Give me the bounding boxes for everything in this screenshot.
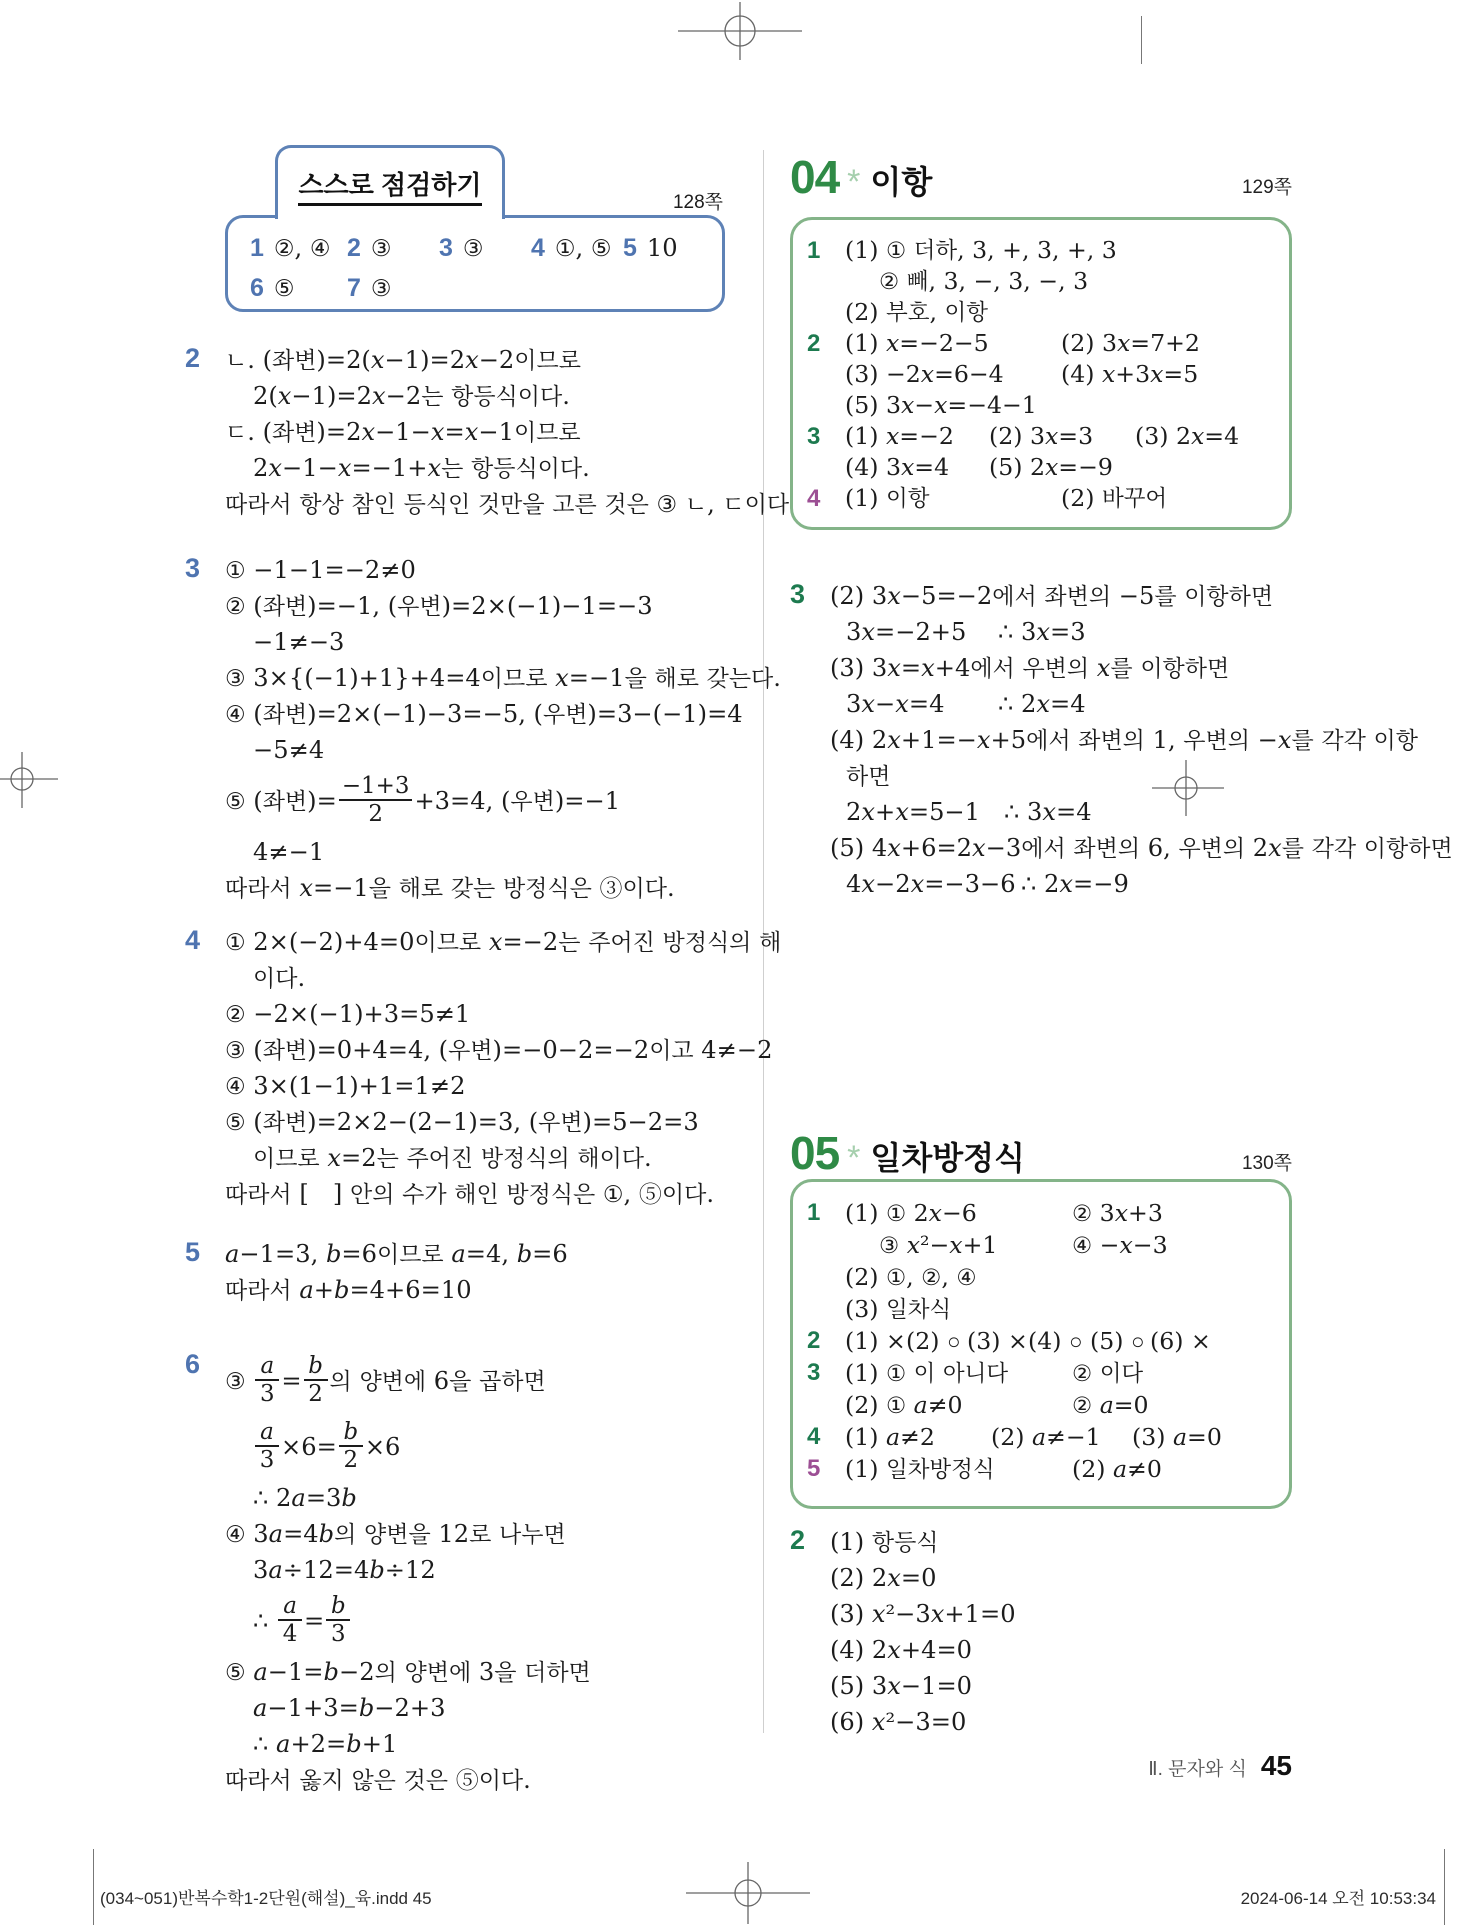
solution-text: 2(x−1)=2x−2는 항등식이다. bbox=[253, 382, 570, 410]
solution-lines bbox=[225, 342, 790, 522]
solution-text: (3) 2x=4 bbox=[1135, 422, 1240, 450]
solution-text: ③ 3×{(−1)+1}+4=4이므로 x=−1을 해로 갖는다. bbox=[225, 664, 781, 692]
solution-text: (1) ① 2x−6 bbox=[845, 1199, 977, 1227]
solution-text: (2) ① a≠0 bbox=[845, 1391, 963, 1419]
solution-line bbox=[225, 660, 781, 696]
solution-line bbox=[225, 924, 782, 960]
solution-text: 이다. bbox=[253, 964, 306, 992]
fraction: $\frac{b}{3}$ bbox=[326, 1593, 350, 1647]
problem-2-solution bbox=[185, 342, 790, 522]
answer-lines bbox=[845, 1421, 1281, 1453]
self-check-answers bbox=[225, 215, 725, 312]
solution-line bbox=[253, 378, 750, 414]
section-05-header bbox=[790, 1126, 1292, 1180]
solution-text: ④ (좌변)=2×(−1)−3=−5, (우변)=3−(−1)=4 bbox=[225, 700, 743, 728]
solution-line bbox=[225, 588, 750, 624]
answer-lines bbox=[845, 1453, 1281, 1485]
solution-text: (1) x=−2 bbox=[845, 422, 954, 450]
solution-line bbox=[253, 960, 750, 996]
answer-row bbox=[807, 483, 1281, 514]
section-05-title: 일차방정식 bbox=[870, 1140, 1025, 1176]
solution-line bbox=[225, 414, 750, 450]
solution-line bbox=[846, 686, 1292, 722]
answer-lines bbox=[845, 1197, 1281, 1325]
answer-item bbox=[347, 234, 439, 263]
solution-line bbox=[845, 390, 1281, 421]
answer-row bbox=[250, 268, 722, 308]
problem-number: 6 bbox=[185, 1349, 201, 1379]
solution-text: 하면 bbox=[846, 763, 891, 789]
solution-text: ∴ 3x=3 bbox=[998, 618, 1086, 646]
crop-line-bottom-left bbox=[93, 1849, 94, 1925]
solution-text: ① 2×(−2)+4=0이므로 x=−2는 주어진 방정식의 해 bbox=[225, 928, 782, 956]
solution-text: ② (좌변)=−1, (우변)=2×(−1)−1=−3 bbox=[225, 592, 653, 620]
solution-line bbox=[845, 483, 1281, 514]
solution-line bbox=[253, 1480, 750, 1516]
solution-line bbox=[225, 486, 790, 522]
solution-text: ∴ a+2=b+1 bbox=[253, 1730, 398, 1758]
solution-line bbox=[225, 768, 750, 834]
fraction: $\frac{-1+3}{2}$ bbox=[339, 773, 413, 827]
solution-text: 3x−x=4 bbox=[846, 690, 945, 718]
chapter-label: Ⅱ. 문자와 식 bbox=[1148, 1759, 1247, 1780]
answer-row bbox=[807, 1453, 1281, 1485]
solution-line bbox=[845, 359, 1281, 390]
solution-text: 3a÷12=4b÷12 bbox=[253, 1556, 436, 1584]
solution-text: (2) a≠−1 bbox=[991, 1423, 1101, 1451]
answer-row bbox=[807, 1421, 1281, 1453]
solution-line bbox=[253, 1552, 750, 1588]
solution-line bbox=[830, 830, 1453, 866]
solution-text: (2) 3x−5=−2에서 좌변의 −5를 이항하면 bbox=[830, 582, 1274, 610]
solution-line bbox=[253, 1690, 750, 1726]
solution-text: 4≠−1 bbox=[253, 838, 325, 866]
solution-text: (2) 부호, 이항 bbox=[845, 298, 988, 326]
answer-item bbox=[250, 234, 347, 263]
solution-text: (1) a≠2 bbox=[845, 1423, 935, 1451]
solution-line bbox=[845, 452, 1281, 483]
solution-text: 2x−1−x=−1+x는 항등식이다. bbox=[253, 454, 590, 482]
section-04-problem-3-solution bbox=[790, 578, 1453, 902]
solution-text: (5) ○ bbox=[1090, 1327, 1145, 1355]
answer-number: 5 bbox=[807, 1455, 821, 1482]
answer-value: 10 bbox=[646, 233, 678, 262]
answer-number: 1 bbox=[807, 1199, 821, 1226]
solution-line bbox=[845, 1261, 1281, 1293]
solution-text: ③ (좌변)=0+4=4, (우변)=−0−2=−2이고 4≠−2 bbox=[225, 1036, 773, 1064]
answer-lines bbox=[845, 328, 1281, 421]
solution-text: ⑤ (좌변)=2×2−(2−1)=3, (우변)=5−2=3 bbox=[225, 1108, 699, 1136]
solution-line bbox=[845, 297, 1281, 328]
solution-line bbox=[253, 1588, 750, 1654]
solution-line bbox=[845, 421, 1281, 452]
problem-4-solution bbox=[185, 924, 782, 1212]
solution-line bbox=[253, 450, 750, 486]
solution-text: (2) 3x=3 bbox=[989, 422, 1094, 450]
answer-row bbox=[807, 1357, 1281, 1421]
solution-line bbox=[253, 732, 750, 768]
solution-text: (5) 4x+6=2x−3에서 좌변의 6, 우변의 2x를 각각 이항하면 bbox=[830, 834, 1453, 862]
solution-text: 따라서 옳지 않은 것은 ⑤이다. bbox=[225, 1766, 531, 1794]
solution-text: (1) ① 더하, 3, +, 3, +, 3 bbox=[845, 236, 1117, 264]
solution-line bbox=[225, 1032, 773, 1068]
solution-text: ∴ 2a=3b bbox=[253, 1484, 357, 1512]
solution-line bbox=[845, 1421, 1281, 1453]
problem-number: 5 bbox=[185, 1237, 201, 1267]
solution-text: (2) ○ bbox=[906, 1327, 961, 1355]
solution-text: 2x+x=5−1 bbox=[846, 798, 981, 826]
answer-item bbox=[250, 274, 347, 303]
crop-line-bottom-right bbox=[1444, 1849, 1445, 1925]
solution-text: ① −1−1=−2≠0 bbox=[225, 556, 416, 584]
solution-text: (3) x²−3x+1=0 bbox=[830, 1600, 1016, 1628]
solution-text: 3x=−2+5 bbox=[846, 618, 967, 646]
solution-line bbox=[225, 1654, 750, 1690]
solution-text: ㄴ. (좌변)=2(x−1)=2x−2이므로 bbox=[225, 346, 581, 374]
solution-line bbox=[845, 1453, 1281, 1485]
solution-line bbox=[225, 552, 750, 588]
answer-number: 3 bbox=[439, 233, 453, 262]
solution-line bbox=[879, 1229, 1281, 1261]
problem-number: 3 bbox=[790, 579, 806, 609]
answer-number: 3 bbox=[807, 1359, 821, 1386]
answer-number: 4 bbox=[807, 1423, 821, 1450]
solution-text: (4) 3x=4 bbox=[845, 453, 950, 481]
fraction: $\frac{a}{3}$ bbox=[255, 1353, 279, 1407]
answer-value: ②, ④ bbox=[273, 233, 331, 262]
fraction: $\frac{b}{2}$ bbox=[339, 1419, 363, 1473]
answer-item bbox=[439, 234, 531, 263]
solution-text: (1) x=−2−5 bbox=[845, 329, 989, 357]
solution-line bbox=[845, 1389, 1281, 1421]
answer-value: ⑤ bbox=[273, 274, 295, 301]
solution-text: (2) 바꾸어 bbox=[1061, 484, 1168, 512]
section-05-problem-2-solution bbox=[790, 1524, 1292, 1740]
asterisk-icon: * bbox=[847, 163, 861, 201]
solution-text: 4x−2x=−3−6 bbox=[846, 870, 1016, 898]
self-check-tab bbox=[275, 145, 505, 219]
solution-line bbox=[225, 870, 750, 906]
asterisk-icon: * bbox=[847, 1139, 861, 1177]
print-file-info: (034~051)반복수학1-2단원(해설)_육.indd 45 bbox=[100, 1889, 432, 1908]
solution-text: (3) a=0 bbox=[1132, 1423, 1222, 1451]
answer-item bbox=[347, 274, 439, 303]
solution-line bbox=[225, 342, 750, 378]
solution-text: ∴ 3x=4 bbox=[1004, 798, 1092, 826]
solution-text: (2) 2x=0 bbox=[830, 1564, 937, 1592]
solution-text: (4) 2x+4=0 bbox=[830, 1636, 973, 1664]
answer-lines bbox=[845, 1357, 1281, 1421]
answer-number: 3 bbox=[807, 423, 821, 450]
solution-line bbox=[830, 578, 1292, 614]
solution-line bbox=[253, 1414, 750, 1480]
section-04-answer-box bbox=[790, 217, 1292, 530]
solution-line bbox=[253, 624, 750, 660]
solution-text: ④ −x−3 bbox=[1072, 1231, 1168, 1259]
print-datetime: 2024-06-14 오전 10:53:34 bbox=[1240, 1889, 1436, 1908]
section-05-answer-box bbox=[790, 1179, 1292, 1509]
solution-line bbox=[225, 1104, 750, 1140]
solution-lines bbox=[225, 1348, 750, 1798]
solution-lines bbox=[225, 924, 782, 1212]
solution-line bbox=[846, 866, 1292, 902]
solution-text: (4) 2x+1=−x+5에서 좌변의 1, 우변의 −x를 각각 이항 bbox=[830, 726, 1418, 754]
problem-6-solution bbox=[185, 1348, 750, 1798]
solution-text: (6) x²−3=0 bbox=[830, 1708, 967, 1736]
problem-5-solution bbox=[185, 1236, 750, 1308]
solution-lines bbox=[225, 552, 781, 906]
solution-text: (5) 3x−x=−4−1 bbox=[845, 391, 1037, 419]
solution-text: 이므로 x=2는 주어진 방정식의 해이다. bbox=[253, 1144, 652, 1172]
solution-line bbox=[253, 1140, 750, 1176]
solution-line bbox=[846, 614, 1292, 650]
page-footer bbox=[1148, 1750, 1292, 1782]
solution-text: a−1+3=b−2+3 bbox=[253, 1694, 446, 1722]
registration-mark-top bbox=[678, 2, 802, 60]
self-check-title: 스스로 점검하기 bbox=[298, 170, 481, 206]
solution-line bbox=[830, 650, 1292, 686]
solution-text: ③ $\frac{a}{3}$ = $\frac{b}{2}$ 의 양변에 6을 곱하면 bbox=[225, 1353, 546, 1407]
solution-lines bbox=[830, 1524, 1292, 1740]
answer-value: ③ bbox=[462, 234, 484, 261]
solution-text: ㄷ. (좌변)=2x−1−x=x−1이므로 bbox=[225, 418, 581, 446]
solution-line bbox=[225, 1176, 750, 1212]
solution-line bbox=[225, 696, 750, 732]
solution-line bbox=[253, 834, 750, 870]
self-check-page-ref: 128쪽 bbox=[672, 192, 723, 213]
registration-mark-left bbox=[0, 752, 72, 808]
solution-text: ⑤ a−1=b−2의 양변에 3을 더하면 bbox=[225, 1658, 591, 1686]
problem-3-solution bbox=[790, 578, 1453, 902]
answer-item bbox=[531, 234, 623, 263]
section-04-title: 이항 bbox=[870, 164, 933, 200]
solution-text: −1≠−3 bbox=[253, 628, 345, 656]
solution-line bbox=[225, 1236, 750, 1272]
solution-line bbox=[845, 235, 1281, 266]
answer-lines bbox=[845, 483, 1281, 514]
solution-text: (2) ①, ②, ④ bbox=[845, 1263, 977, 1291]
solution-text: (2) 3x=7+2 bbox=[1061, 329, 1200, 357]
solution-text: ③ x²−x+1 bbox=[879, 1231, 998, 1259]
solution-text: (1) × bbox=[845, 1327, 906, 1355]
answer-value: ①, ⑤ bbox=[554, 233, 612, 262]
solution-line bbox=[845, 1357, 1281, 1389]
answer-value: ③ bbox=[370, 234, 392, 261]
solution-text: (5) 3x−1=0 bbox=[830, 1672, 973, 1700]
solution-text: ⑤ (좌변)= $\frac{-1+3}{2}$ +3=4, (우변)=−1 bbox=[225, 773, 621, 827]
solution-line bbox=[830, 1560, 1292, 1596]
solution-lines bbox=[830, 578, 1453, 902]
solution-text: (1) 이항 bbox=[845, 484, 930, 512]
answer-number: 2 bbox=[347, 233, 361, 262]
answer-row bbox=[807, 1325, 1281, 1357]
solution-lines bbox=[225, 1236, 750, 1308]
solution-text: $\frac{a}{3}$ ×6= $\frac{b}{2}$ ×6 bbox=[253, 1414, 400, 1480]
solution-text: (6) × bbox=[1150, 1327, 1211, 1355]
answer-lines bbox=[845, 1325, 1281, 1357]
solution-text: (3) 일차식 bbox=[845, 1295, 952, 1323]
answer-item bbox=[623, 234, 678, 263]
solution-text: −5≠4 bbox=[253, 736, 325, 764]
answer-lines bbox=[845, 235, 1281, 328]
solution-text: (3) × bbox=[967, 1327, 1028, 1355]
problem-3-solution bbox=[185, 552, 781, 906]
section-04-number: 04 bbox=[790, 151, 840, 203]
answer-number: 6 bbox=[250, 273, 264, 302]
answer-number: 5 bbox=[623, 233, 637, 262]
solution-line bbox=[830, 1668, 1292, 1704]
solution-text: (3) 3x=x+4에서 우변의 x를 이항하면 bbox=[830, 654, 1230, 682]
solution-text: ④ 3×(1−1)+1=1≠2 bbox=[225, 1072, 466, 1100]
fraction: $\frac{a}{3}$ bbox=[255, 1419, 279, 1473]
problem-number: 3 bbox=[185, 553, 201, 583]
solution-line bbox=[845, 1325, 1281, 1357]
solution-text: a−1=3, b=6이므로 a=4, b=6 bbox=[225, 1240, 568, 1268]
section-05-page-ref: 130쪽 bbox=[1241, 1153, 1292, 1174]
solution-text: (4) x+3x=5 bbox=[1061, 360, 1199, 388]
solution-line bbox=[845, 1197, 1281, 1229]
solution-line bbox=[830, 722, 1418, 758]
solution-line bbox=[830, 1704, 1292, 1740]
answer-row bbox=[807, 235, 1281, 328]
solution-line bbox=[846, 794, 1292, 830]
solution-line bbox=[830, 1632, 1292, 1668]
answer-number: 2 bbox=[807, 330, 821, 357]
solution-text: 따라서 항상 참인 등식인 것만을 고른 것은 ③ ㄴ, ㄷ이다 bbox=[225, 490, 790, 518]
problem-number: 2 bbox=[790, 1525, 806, 1555]
solution-text: ④ 3a=4b의 양변을 12로 나누면 bbox=[225, 1520, 566, 1548]
solution-line bbox=[225, 1516, 750, 1552]
solution-text: 따라서 x=−1을 해로 갖는 방정식은 ③이다. bbox=[225, 874, 675, 902]
section-04-header bbox=[790, 150, 1292, 204]
solution-text: ② 3x+3 bbox=[1072, 1199, 1163, 1227]
answer-number: 4 bbox=[531, 233, 545, 262]
fraction: $\frac{a}{4}$ bbox=[278, 1593, 302, 1647]
section-05-number: 05 bbox=[790, 1127, 840, 1179]
solution-text: ② a=0 bbox=[1072, 1391, 1149, 1419]
answer-lines bbox=[845, 421, 1281, 483]
solution-text: ∴ 2x=4 bbox=[998, 690, 1086, 718]
solution-text: (1) ① 이 아니다 bbox=[845, 1359, 1009, 1387]
solution-line bbox=[225, 1348, 750, 1414]
left-solutions-column bbox=[185, 342, 790, 1798]
section-04-page-ref: 129쪽 bbox=[1241, 177, 1292, 198]
solution-text: ② −2×(−1)+3=5≠1 bbox=[225, 1000, 471, 1028]
page-number: 45 bbox=[1260, 1750, 1292, 1781]
solution-line bbox=[253, 1726, 750, 1762]
problem-number: 2 bbox=[185, 343, 201, 373]
solution-line bbox=[225, 1762, 750, 1798]
solution-text: (1) 일차방정식 bbox=[845, 1455, 995, 1483]
solution-text: (1) 항등식 bbox=[830, 1528, 939, 1556]
solution-line bbox=[845, 328, 1281, 359]
fraction: $\frac{b}{2}$ bbox=[304, 1353, 328, 1407]
solution-text: (3) −2x=6−4 bbox=[845, 360, 1004, 388]
solution-text: ② 빼, 3, −, 3, −, 3 bbox=[879, 267, 1089, 295]
solution-line bbox=[225, 1068, 750, 1104]
solution-text: 따라서 a+b=4+6=10 bbox=[225, 1276, 472, 1304]
answer-row bbox=[807, 1197, 1281, 1325]
solution-text: (5) 2x=−9 bbox=[989, 453, 1113, 481]
solution-line bbox=[225, 996, 750, 1032]
answer-value: ③ bbox=[370, 274, 392, 301]
answer-number: 1 bbox=[250, 233, 264, 262]
answer-number: 4 bbox=[807, 485, 821, 512]
answer-number: 2 bbox=[807, 1327, 821, 1354]
answer-number: 7 bbox=[347, 273, 361, 302]
solution-text: ∴ $\frac{a}{4}$ = $\frac{b}{3}$ bbox=[253, 1588, 352, 1654]
solution-line bbox=[879, 266, 1281, 297]
solution-text: (4) ○ bbox=[1028, 1327, 1083, 1355]
solution-line bbox=[830, 1524, 1292, 1560]
solution-line bbox=[830, 1596, 1292, 1632]
answer-row bbox=[250, 228, 722, 268]
answer-row bbox=[807, 328, 1281, 421]
solution-text: ∴ 2x=−9 bbox=[1021, 870, 1129, 898]
solution-text: (2) a≠0 bbox=[1072, 1455, 1162, 1483]
answer-number: 1 bbox=[807, 237, 821, 264]
solution-line bbox=[846, 758, 1292, 794]
solution-line bbox=[845, 1293, 1281, 1325]
solution-text: 따라서 [ ] 안의 수가 해인 방정식은 ①, ⑤이다. bbox=[225, 1180, 715, 1208]
self-check-box bbox=[225, 145, 725, 312]
solution-text: ② 이다 bbox=[1072, 1361, 1144, 1386]
problem-2-solution bbox=[790, 1524, 1292, 1740]
problem-number: 4 bbox=[185, 925, 201, 955]
answer-row bbox=[807, 421, 1281, 483]
solution-line bbox=[225, 1272, 750, 1308]
